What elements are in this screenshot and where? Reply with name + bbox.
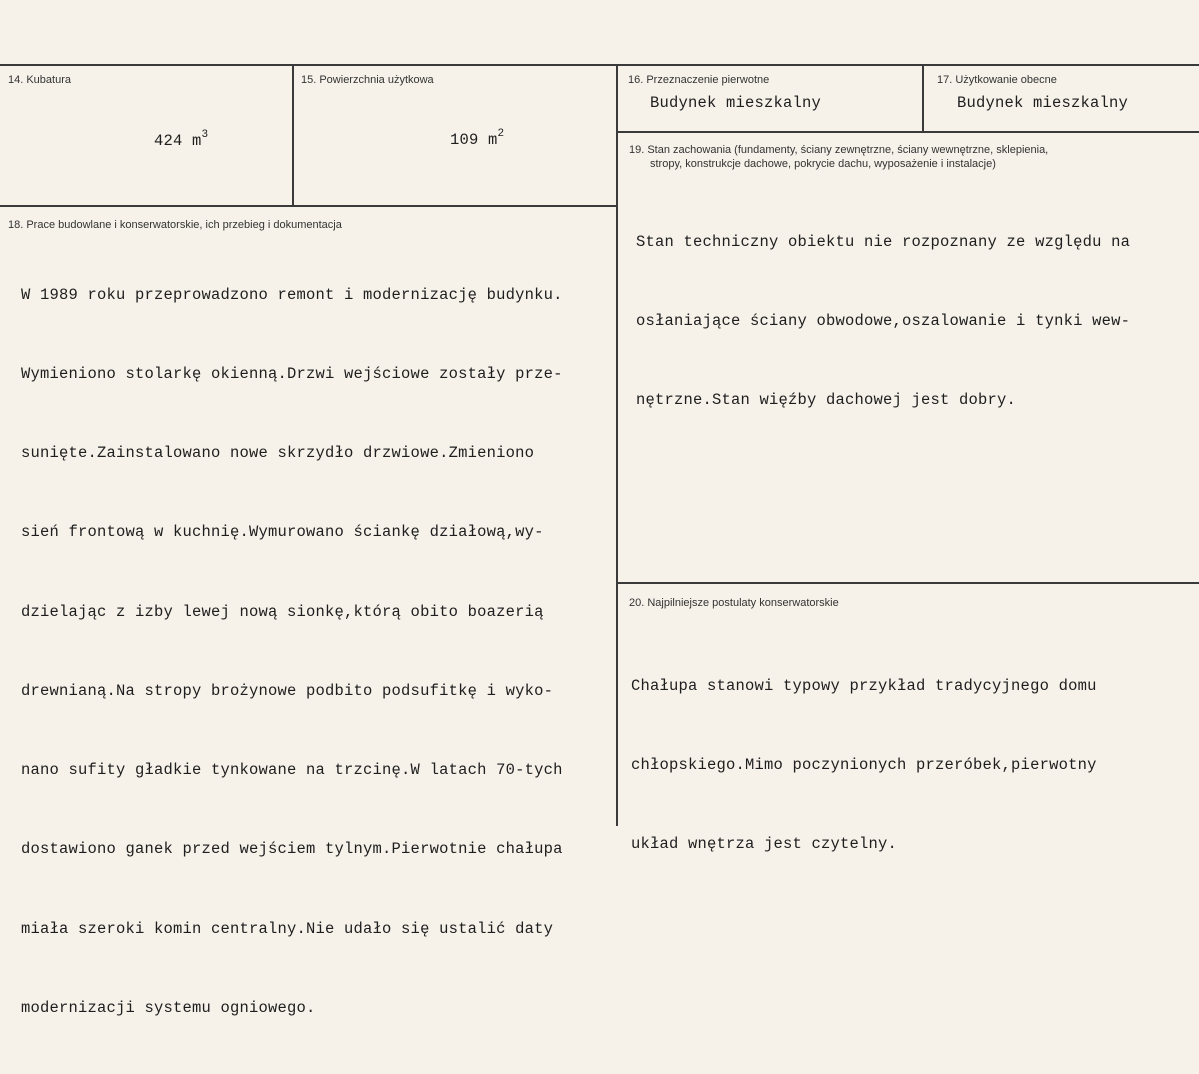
field-14-value (116, 114, 208, 168)
field-18-line: modernizacji systemu ogniowego. (21, 998, 316, 1017)
field-15-value (412, 113, 504, 167)
field-14-unit-exponent: 3 (201, 129, 209, 141)
field-20-line: układ wnętrza jest czytelny. (631, 835, 898, 854)
field-15-unit-exponent: 2 (497, 128, 505, 140)
field-15-number: 109 m (450, 131, 498, 149)
divider-16-17 (922, 64, 924, 132)
field-19-label-line: stropy, konstrukcje dachowe, pokrycie dachu, wyposażenie i instalacje) (650, 158, 996, 170)
field-20-text (631, 620, 1097, 910)
field-19-label (629, 143, 1048, 171)
field-18-line: Wymieniono stolarkę okienną.Drzwi wejściowe zostały prze- (21, 365, 563, 384)
field-18-line: drewnianą.Na stropy brożynowe podbito podsufitkę i wyko- (21, 681, 554, 700)
field-16-value: Budynek mieszkalny (650, 94, 822, 112)
field-18-line: W 1989 roku przeprowadzono remont i modernizację budynku. (21, 285, 563, 304)
rule-above-20 (616, 582, 1199, 584)
rule-under-16-17 (616, 131, 1199, 133)
field-19-line: osłaniające ściany obwodowe,oszalowanie i tynki wew- (636, 312, 1131, 331)
top-rule (0, 64, 1199, 66)
field-18-line: dzielając z izby lewej nową sionkę,którą obito boazerią (21, 602, 544, 621)
divider-left-right (616, 64, 618, 826)
field-20-line: Chałupa stanowi typowy przykład tradycyjnego domu (631, 676, 1097, 695)
field-18-line: sunięte.Zainstalowano nowe skrzydło drzwiowe.Zmieniono (21, 444, 535, 463)
field-18-line: nano sufity gładkie tynkowane na trzcinę.W latach 70-tych (21, 761, 563, 780)
field-14-number: 424 m (154, 132, 202, 150)
field-20-line: chłopskiego.Mimo poczynionych przeróbek,pierwotny (631, 756, 1097, 775)
field-18-line: sień frontową w kuchnię.Wymurowano ściankę działową,wy- (21, 523, 544, 542)
field-17-value: Budynek mieszkalny (957, 94, 1129, 112)
field-14-label: 14. Kubatura (8, 74, 71, 86)
field-19-line: nętrzne.Stan więźby dachowej jest dobry. (636, 391, 1017, 410)
field-19-text (636, 176, 1130, 466)
field-15-label: 15. Powierzchnia użytkowa (301, 74, 434, 86)
field-18-text (21, 229, 563, 1074)
divider-14-15 (292, 64, 294, 206)
field-20-label: 20. Najpilniejsze postulaty konserwatorskie (629, 597, 839, 609)
field-19-label-line: 19. Stan zachowania (fundamenty, ściany zewnętrzne, ściany wewnętrzne, sklepienia, (629, 144, 1049, 156)
field-18-line: dostawiono ganek przed wejściem tylnym.Pierwotnie chałupa (21, 840, 563, 859)
field-18-line: miała szeroki komin centralny.Nie udało się ustalić daty (21, 919, 554, 938)
field-16-label: 16. Przeznaczenie pierwotne (628, 74, 770, 86)
field-18-label: 18. Prace budowlane i konserwatorskie, ich przebieg i dokumentacja (8, 219, 342, 231)
field-17-label: 17. Użytkowanie obecne (937, 74, 1057, 86)
rule-under-14-15 (0, 205, 618, 207)
field-19-line: Stan techniczny obiektu nie rozpoznany ze względu na (636, 232, 1131, 251)
